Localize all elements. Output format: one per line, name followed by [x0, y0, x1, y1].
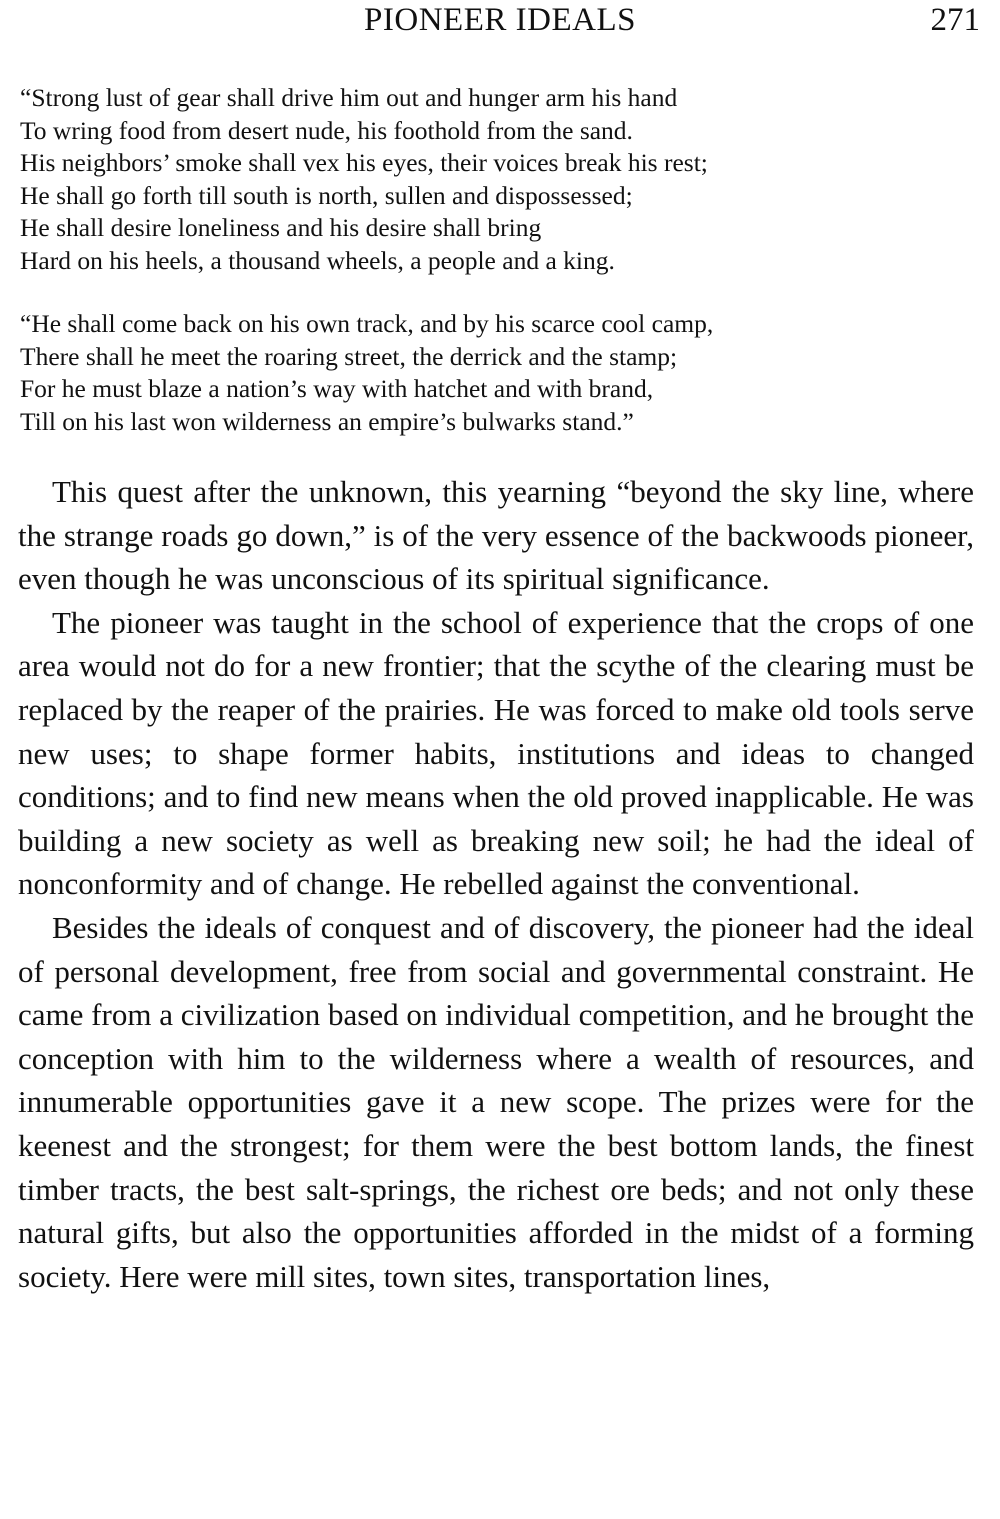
verse-stanza-1 — [20, 82, 980, 277]
verse-line: “He shall come back on his own track, and by his scarce cool camp, — [20, 309, 714, 338]
page-title: PIONEER IDEALS — [364, 2, 636, 38]
running-head — [20, 0, 980, 44]
verse-stanza-2 — [20, 308, 980, 438]
verse-line: He shall go forth till south is north, sullen and dispossessed; — [20, 180, 633, 210]
verse-line: Hard on his heels, a thousand wheels, a people and a king. — [20, 245, 615, 275]
verse-line: Till on his last won wilderness an empire’s bulwarks stand.” — [20, 406, 634, 436]
paragraph: Besides the ideals of conquest and of discovery, the pioneer had the ideal of personal development, free from social and governmental constraint. He came from a civilization based on individual competition, and he brought the conception with him to the wilderness where a wealth of resources, and innumerable opportunities gave it a new scope. The prizes were for the keenest and the strongest; for them were the best bottom lands, the finest timber tracts, the best salt-springs, the richest ore beds; and not only these natural gifts, but also the opportunities afforded in the midst of a forming society. Here were mill sites, town sites, transportation lines, — [18, 909, 974, 1294]
page-number: 271 — [930, 2, 980, 38]
body-text — [18, 470, 974, 1298]
verse-line: There shall he meet the roaring street, the derrick and the stamp; — [20, 341, 678, 371]
verse-line: “Strong lust of gear shall drive him out and hunger arm his hand — [20, 83, 678, 112]
paragraph: The pioneer was taught in the school of experience that the crops of one area would not do for a new frontier; that the scythe of the clearing must be replaced by the reaper of the prairies. He was forced to make old tools serve new uses; to shape former habits, institutions and ideas to changed conditions; and to find new means when the old proved inapplicable. He was building a new society as well as breaking new soil; he had the ideal of nonconformity and of change. He rebelled against the conventional. — [18, 604, 974, 902]
verse-line: To wring food from desert nude, his foothold from the sand. — [20, 115, 633, 145]
verse-line: For he must blaze a nation’s way with hatchet and with brand, — [20, 374, 654, 403]
verse-line: His neighbors’ smoke shall vex his eyes, their voices break his rest; — [20, 148, 708, 177]
verse-line: He shall desire loneliness and his desire shall bring — [20, 213, 542, 242]
paragraph: This quest after the unknown, this yearning “beyond the sky line, where the strange roads go down,” is of the very essence of the backwoods pioneer, even though he was unconscious of its spiritual significance. — [18, 474, 974, 597]
